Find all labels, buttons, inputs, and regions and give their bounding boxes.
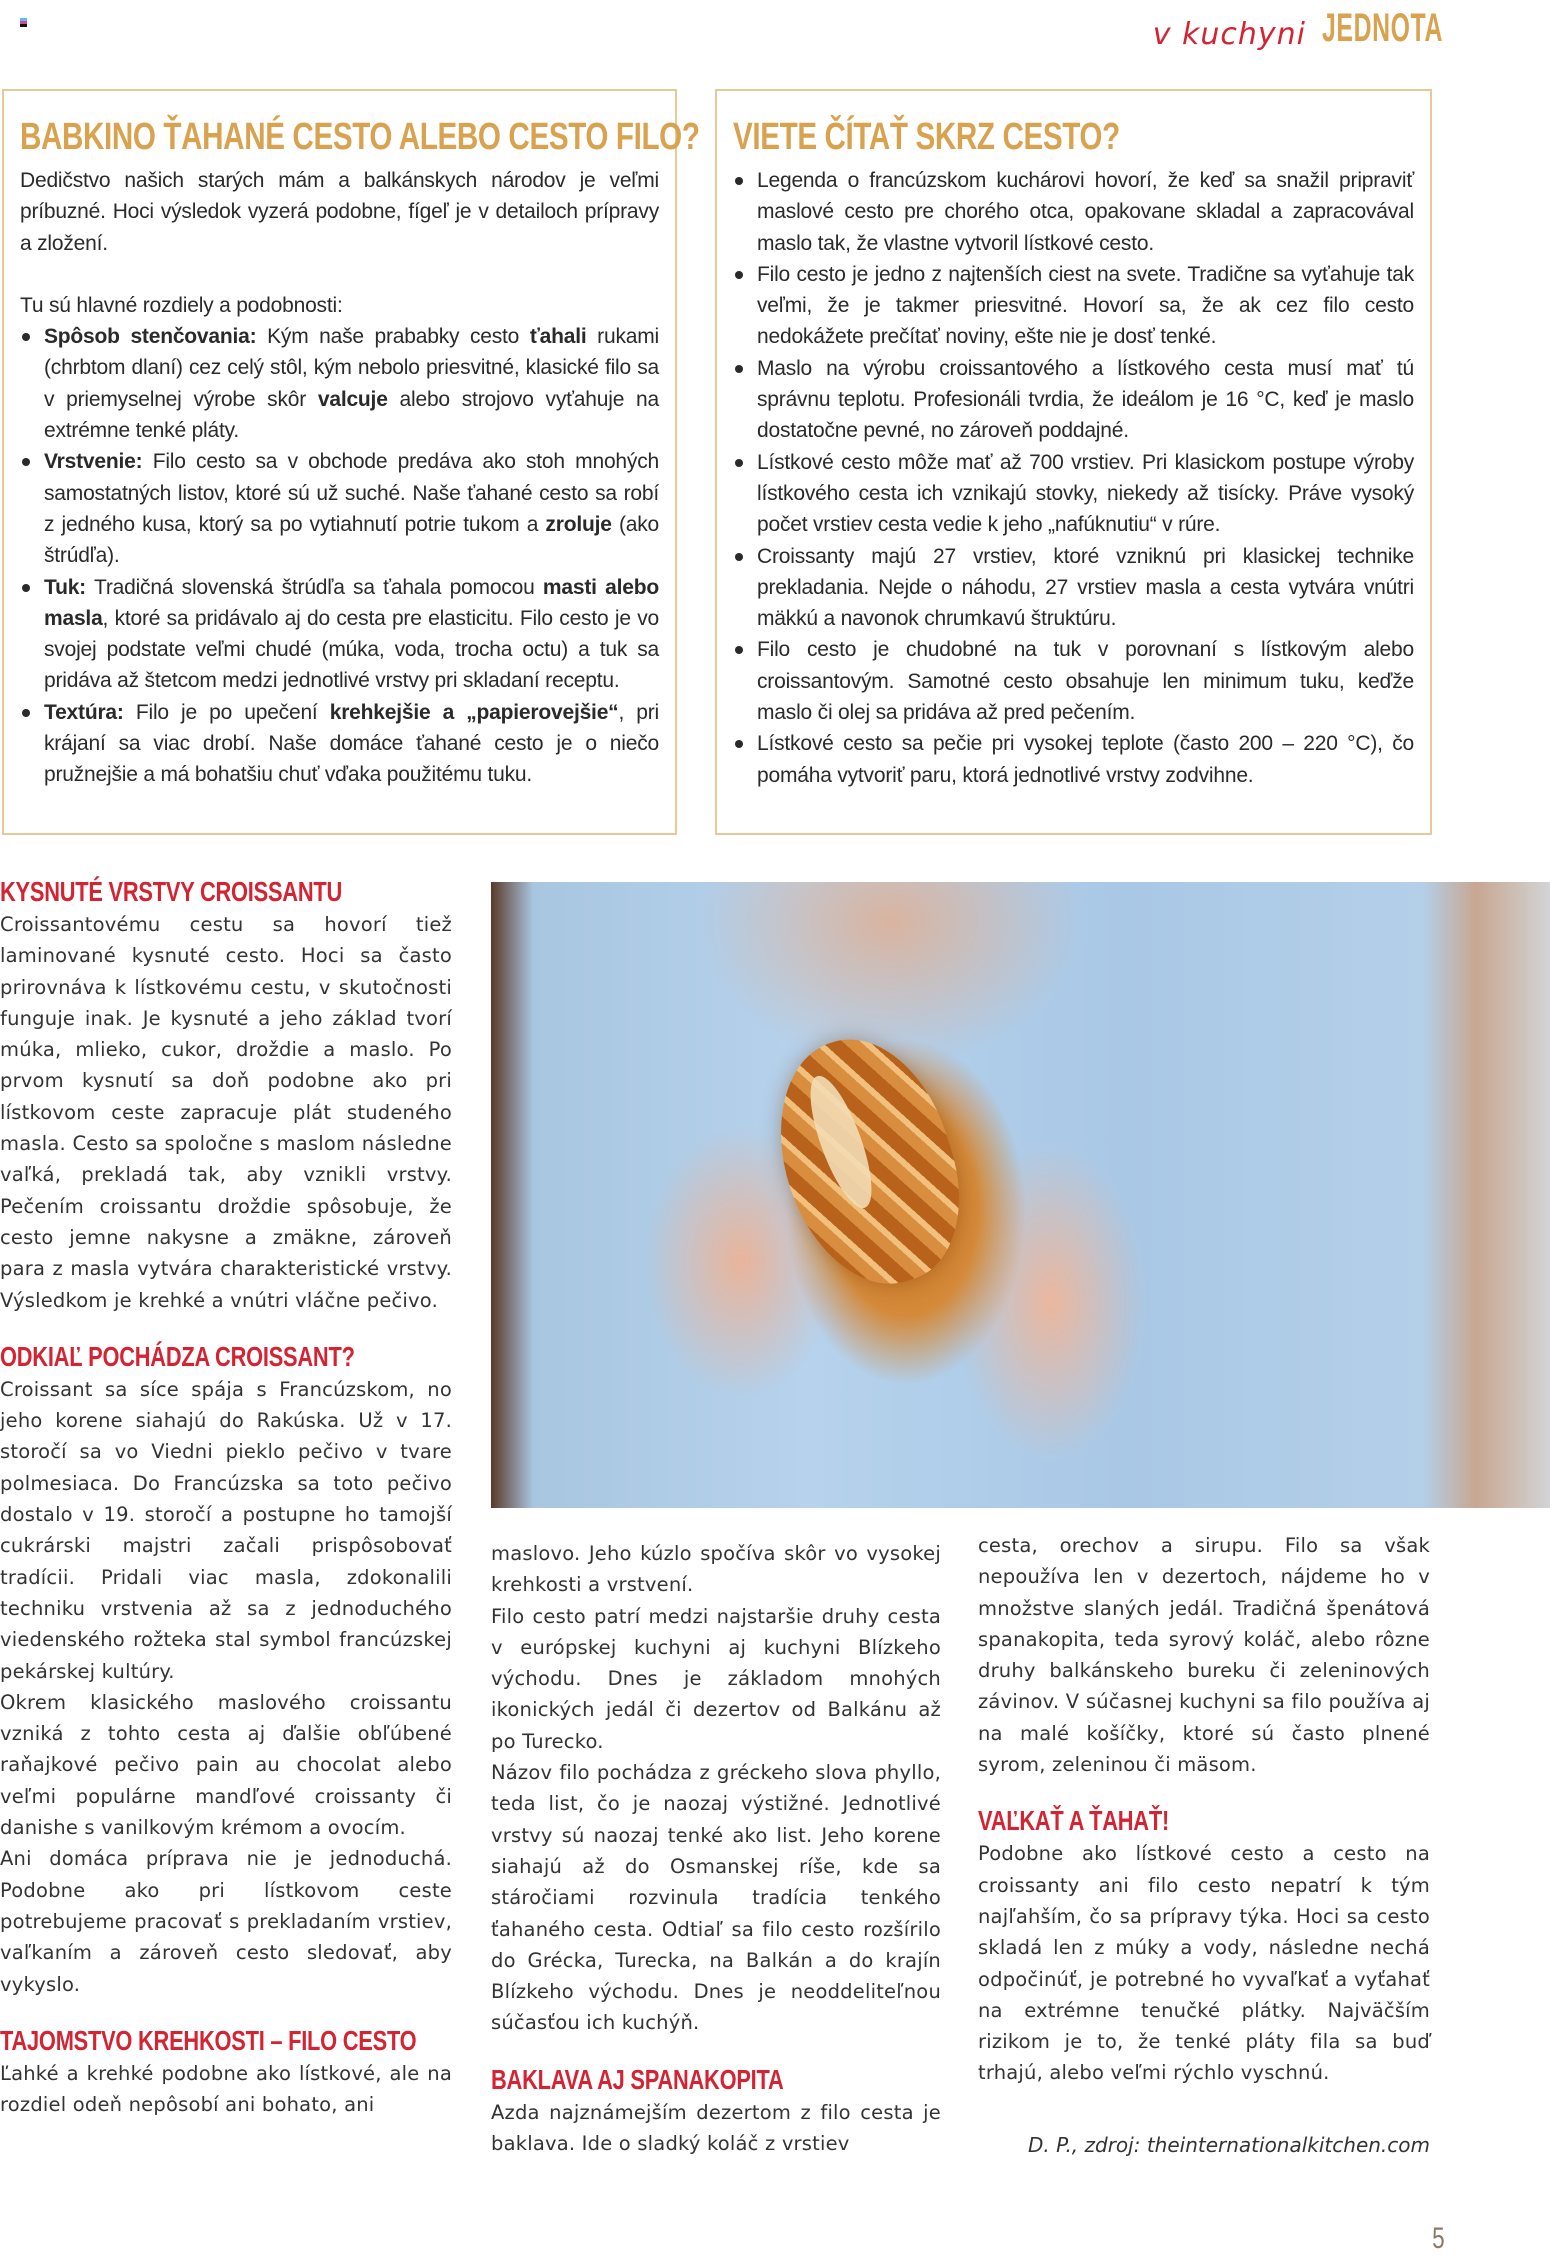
- bullet-label: Vrstvenie:: [44, 450, 143, 474]
- list-item: Filo cesto je chudobné na tuk v porovnaní s lístkovým alebo croissantovým. Samotné cesto obsahuje len minimum tuku, keďže maslo či olej sa pridáva až pred pečením.: [733, 634, 1414, 728]
- article-column-2: [491, 1538, 941, 2159]
- section-title: VAĽKAŤ A ŤAHAŤ!: [978, 1805, 1170, 1837]
- paragraph: Ľahké a krehké podobne ako lístkové, ale na rozdiel odeň nepôsobí ani bohato, ani: [0, 2061, 452, 2117]
- bullet-emphasis: masti alebo masla: [44, 575, 659, 630]
- bullet-emphasis: valcuje: [317, 387, 388, 411]
- bullet-text: Kým naše prababky cesto: [267, 325, 530, 349]
- info-box-facts: [715, 89, 1432, 835]
- bullet-emphasis: krehkejšie a „papierovejšie“: [329, 700, 619, 724]
- bullet-text: rukami (chrbtom dlaní) cez celý stôl, kým nebolo priesvitné, klasické filo sa v priemyselnej výrobe skôr: [44, 325, 659, 411]
- box-title: BABKINO ŤAHANÉ CESTO ALEBO CESTO FILO?: [20, 116, 700, 158]
- paragraph: Croissant sa síce spája s Francúzskom, no jeho korene siahajú do Rakúska. Už v 17. storočí sa vo Viedni pieklo pečivo v tvare polmesiaca. Do Francúzska sa toto pečivo dostalo v 19. storočí a postupne ho tamojší cukrárski majstri začali prispôsobovať tradícii. Pridali viac masla, zdokonalili techniku vrstvenia až sa z jednoduchého viedenského rožteka stal symbol francúzskej pekárskej kultúry.: [0, 1377, 452, 1683]
- paragraph: Croissantovému cestu sa hovorí tiež laminované kysnuté cesto. Hoci sa často prirovnáva k lístkovému cestu, v skutočnosti funguje inak. Je kysnuté a jeho základ tvorí múka, mlieko, cukor, droždie a maslo. Po prvom kysnutí sa doň podobne ako pri lístkovom ceste zapracuje plát studeného masla. Cesto sa spoločne s maslom následne vaľká, prekladá tak, aby vznikli vrstvy. Pečením croissantu droždie spôsobuje, že cesto jemne nakysne a zmäkne, zároveň para z masla vytvára charakteristické vrstvy. Výsledkom je krehké a vnútri vláčne pečivo.: [0, 913, 452, 1312]
- paragraph: cesta, orechov a sirupu. Filo sa však nepoužíva len v dezertoch, nájdeme ho v množstve slaných jedál. Tradičná špenátová spanakopita, teda syrový koláč, alebo rôzne druhy balkánskeho bureku či zeleninových závinov. V súčasnej kuchyni sa filo používa aj na malé košíčky, ktoré sú často plnené syrom, zeleninou či mäsom.: [978, 1534, 1430, 1777]
- bullet-text: alebo strojovo vyťahuje na extrémne tenké pláty.: [44, 387, 659, 443]
- author-credit: D. P., zdroj: theinternationalkitchen.com: [1028, 2133, 1430, 2157]
- bullet-label: Textúra:: [44, 700, 124, 724]
- bullet-text: Filo je po upečení: [135, 700, 330, 724]
- page-number: 5: [1432, 2222, 1445, 2255]
- bullet-emphasis: zroluje: [545, 512, 612, 536]
- croissant-shape: [751, 1018, 985, 1307]
- article-column-1: [0, 875, 452, 2120]
- list-item: [20, 572, 659, 697]
- logo-brand-text: JEDNOTA: [1322, 6, 1444, 50]
- info-box-dough-comparison: [2, 89, 700, 835]
- bullet-text: Tradičná slovenská štrúdľa sa ťahala pomocou: [93, 575, 543, 599]
- list-item: Croissanty majú 27 vrstiev, ktoré vzniknú pri klasickej technike prekladania. Nejde o náhodu, 27 vrstiev masla a cesta vytvára vnútri mäkkú a navonok chrumkavú štruktúru.: [733, 541, 1414, 635]
- bullet-text: (ako štrúdľa).: [44, 512, 659, 568]
- list-item: Lístkové cesto môže mať až 700 vrstiev. Pri klasickom postupe výroby lístkového cesta ich vznikajú stovky, niekedy až tisícky. Práve vysoký počet vrstiev cesta vedie k jeho „nafúknutiu“ v rúre.: [733, 447, 1414, 541]
- bullet-text: , pri krájaní sa viac drobí. Naše domáce ťahané cesto je o niečo pružnejšie a má bohatšiu chuť vďaka použitému tuku.: [44, 700, 659, 787]
- facts-list: [733, 165, 1414, 791]
- paragraph: maslovo. Jeho kúzlo spočíva skôr vo vysokej krehkosti a vrstvení.: [491, 1542, 941, 1597]
- magazine-logo: [1152, 0, 1444, 52]
- section-title: TAJOMSTVO KREHKOSTI – FILO CESTO: [0, 2024, 417, 2056]
- print-registration-mark: [20, 18, 27, 27]
- list-item: Maslo na výrobu croissantového a lístkového cesta musí mať tú správnu teplotu. Profesionáli tvrdia, že ideálom je 16 °C, keď je maslo dostatočne pevné, no zároveň poddajné.: [733, 353, 1414, 447]
- bullet-label: Spôsob stenčovania:: [44, 325, 257, 349]
- comparison-list: [20, 321, 659, 790]
- list-item: Filo cesto je jedno z najtenších ciest na svete. Tradične sa vyťahuje tak veľmi, že je takmer priesvitné. Hovorí sa, že ak cez filo cesto nedokážete prečítať noviny, ešte nie je dosť tenké.: [733, 259, 1414, 353]
- logo-script-text: v kuchyni: [1152, 17, 1306, 52]
- croissant-photo: [491, 882, 1550, 1508]
- list-item: [20, 697, 659, 791]
- paragraph: Filo cesto patrí medzi najstaršie druhy cesta v európskej kuchyni aj kuchyni Blízkeho východu. Dnes je základom mnohých ikonických jedál či dezertov od Balkánu až po Turecko.: [491, 1604, 941, 1753]
- bullet-text: Filo cesto sa v obchode predáva ako stoh mnohých samostatných listov, ktoré sú už suché. Naše ťahané cesto sa robí z jedného kusa, ktorý sa po vytiahnutí potrie tukom a: [44, 450, 659, 536]
- paragraph: Názov filo pochádza z gréckeho slova phyllo, teda list, čo je naozaj výstižné. Jednotlivé vrstvy sú naozaj tenké ako list. Jeho korene siahajú až do Osmanskej ríše, kde sa stáročiami rozvinula tradícia tenkého ťahaného cesta. Odtiaľ sa filo cesto rozšírilo do Grécka, Turecka, na Balkán a do krajín Blízkeho východu. Dnes je neoddeliteľnou súčasťou ich kuchýň.: [491, 1761, 941, 2035]
- box-lead: Tu sú hlavné rozdiely a podobnosti:: [20, 293, 343, 317]
- paragraph: Okrem klasického maslového croissantu vzniká z tohto cesta aj ďalšie obľúbené raňajkové pečivo pain au chocolat alebo veľmi populárne mandľové croissanty či danishe s vanilkovým krémom a ovocím.: [0, 1690, 452, 1840]
- paragraph: Ani domáca príprava nie je jednoduchá. Podobne ako pri lístkovom ceste potrebujeme pracovať s prekladaním vrstiev, vaľkaním a zároveň cesto sledovať, aby vykyslo.: [0, 1847, 452, 1996]
- article-column-3: [978, 1530, 1430, 2089]
- list-item: [20, 446, 659, 571]
- box-title: VIETE ČÍTAŤ SKRZ CESTO?: [733, 116, 1120, 158]
- bullet-text: , ktoré sa pridávalo aj do cesta pre elasticitu. Filo cesto je vo svojej podstate veľmi chudé (múka, voda, trocha octu) a tuk sa pridáva až štetcom medzi jednotlivé vrstvy pri skladaní receptu.: [44, 606, 659, 693]
- paragraph: Azda najznámejším dezertom z filo cesta je baklava. Ide o sladký koláč z vrstiev: [491, 2100, 941, 2156]
- section-title: ODKIAĽ POCHÁDZA CROISSANT?: [0, 1340, 355, 1372]
- paragraph: Podobne ako lístkové cesto a cesto na croissanty ani filo cesto nepatrí k tým najľahším, čo sa prípravy týka. Hoci sa cesto skladá len z múky a vody, následne nechá odpočinúť, je potrebné ho vyvaľkať a vyťahať na extrémne tenučké plátky. Najväčším rizikom je to, že tenké pláty fila sa buď trhajú, alebo veľmi rýchlo vyschnú.: [978, 1842, 1430, 2085]
- box-intro: Dedičstvo našich starých mám a balkánskych národov je veľmi príbuzné. Hoci výsledok vyzerá podobne, fígeľ je v detailoch prípravy a zložení.: [20, 169, 659, 255]
- bullet-label: Tuk:: [44, 575, 86, 599]
- section-title: BAKLAVA AJ SPANAKOPITA: [491, 2063, 784, 2095]
- list-item: Legenda o francúzskom kuchárovi hovorí, že keď sa snažil pripraviť maslové cesto pre chorého otca, opakovane skladal a zapracovával maslo tak, že vlastne vytvoril lístkové cesto.: [733, 165, 1414, 259]
- bullet-emphasis: ťahali: [529, 325, 587, 349]
- section-title: KYSNUTÉ VRSTVY CROISSANTU: [0, 876, 343, 907]
- list-item: [20, 321, 659, 446]
- list-item: Lístkové cesto sa pečie pri vysokej teplote (často 200 – 220 °C), čo pomáha vytvoriť paru, ktorá jednotlivé vrstvy zodvihne.: [733, 728, 1414, 791]
